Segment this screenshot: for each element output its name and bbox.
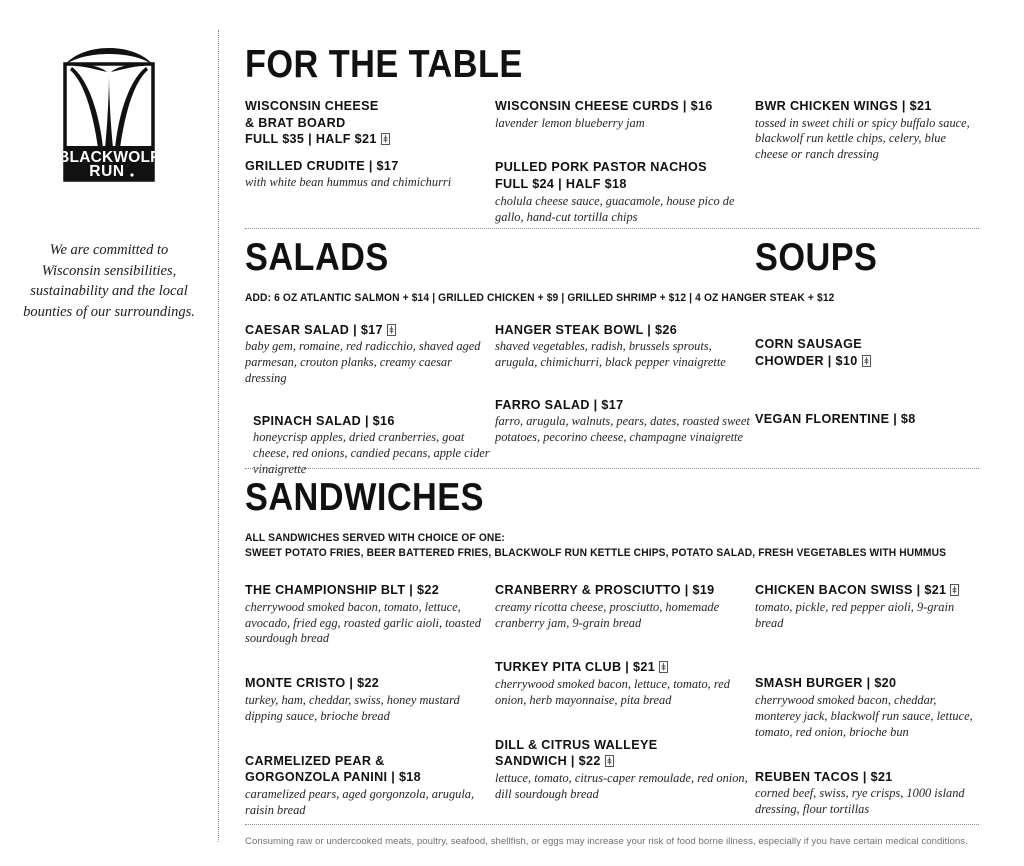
item-description: cholula cheese sauce, guacamole, house pico de gallo, hand-cut tortilla chips [495, 193, 735, 224]
item-description: baby gem, romaine, red radicchio, shaved aged parmesan, crouton planks, creamy caesar dressing [245, 339, 481, 385]
menu-item[interactable] [245, 98, 495, 148]
gluten-free-icon [605, 755, 614, 767]
svg-text:RUN: RUN [89, 163, 125, 180]
for-the-table-col-3 [755, 98, 980, 229]
salads-col-1 [245, 322, 495, 482]
item-name: CRANBERRY & PROSCIUTTO | $19 [495, 583, 715, 598]
menu-item[interactable] [245, 582, 495, 647]
menu-item[interactable] [755, 98, 980, 163]
vertical-divider [218, 30, 219, 842]
menu-item[interactable] [495, 159, 755, 225]
blackwolf-run-logo [48, 36, 170, 208]
item-name: TURKEY PITA CLUB | $21 [495, 659, 755, 676]
menu-item[interactable] [495, 737, 755, 803]
menu-item[interactable] [245, 158, 495, 191]
item-name: PULLED PORK PASTOR NACHOS FULL $24 | HALF $18 [495, 160, 707, 192]
gluten-free-icon [387, 324, 396, 336]
item-description: honeycrisp apples, dried cranberries, goat cheese, red onions, candied pecans, apple cider vinaigrette [253, 430, 490, 477]
gluten-free-icon [862, 355, 871, 367]
item-name: CHICKEN BACON SWISS | $21 [755, 582, 980, 599]
item-description: turkey, ham, cheddar, swiss, honey mustard dipping sauce, brioche bread [245, 692, 460, 723]
menu-item[interactable] [755, 336, 980, 369]
item-description: cherrywood smoked bacon, lettuce, tomato, red onion, herb mayonnaise, pita bread [495, 677, 730, 707]
item-name: SPINACH SALAD | $16 [253, 413, 395, 428]
item-description: lavender lemon blueberry jam [495, 115, 645, 130]
section-sandwiches [245, 478, 980, 823]
salads-addons-note: ADD: 6 OZ ATLANTIC SALMON + $14 | GRILLED CHICKEN + $9 | GRILLED SHRIMP + $12 | 4 OZ HANGER STEAK + $12 [245, 292, 835, 304]
item-description: cherrywood smoked bacon, cheddar, monterey jack, blackwolf run sauce, lettuce, tomato, red onion, brioche bun [755, 693, 973, 739]
menu-item[interactable] [495, 659, 755, 708]
gluten-free-icon [381, 133, 390, 145]
menu-item[interactable] [495, 322, 755, 371]
section-salads [245, 238, 980, 482]
divider-above-footer [245, 824, 979, 825]
menu-item[interactable] [245, 753, 495, 819]
item-name: CORN SAUSAGE CHOWDER | $10 [755, 336, 980, 369]
brand-rail [0, 0, 218, 866]
item-name: VEGAN FLORENTINE | $8 [755, 412, 916, 427]
menu-item[interactable] [755, 411, 980, 428]
section-title-sandwiches: SANDWICHES [245, 476, 484, 519]
section-title-for-the-table: FOR THE TABLE [245, 43, 523, 86]
item-description: tossed in sweet chili or spicy buffalo sauce, blackwolf run kettle chips, celery, blue cheese or ranch dressing [755, 115, 970, 162]
item-name: SMASH BURGER | $20 [755, 676, 897, 691]
logo-mark-icon [48, 36, 170, 208]
item-name: THE CHAMPIONSHIP BLT | $22 [245, 583, 440, 598]
item-name: CARMELIZED PEAR & GORGONZOLA PANINI | $18 [245, 753, 422, 785]
menu-item[interactable] [755, 675, 980, 740]
sandwiches-columns [245, 582, 980, 823]
sandwiches-col-2 [495, 582, 755, 823]
section-title-soups: SOUPS [755, 236, 878, 279]
sandwiches-col-3 [755, 582, 980, 823]
gluten-free-icon [659, 661, 668, 673]
menu-item[interactable] [495, 582, 755, 631]
footer-disclaimer: Consuming raw or undercooked meats, poultry, seafood, shellfish, or eggs may increase your risk of food borne illness, especially if you have certain medical conditions. [245, 836, 968, 847]
item-description: cherrywood smoked bacon, tomato, lettuce, avocado, fried egg, roasted garlic aioli, toasted sourdough bread [245, 599, 481, 646]
item-description: creamy ricotta cheese, prosciutto, homemade cranberry jam, 9-grain bread [495, 599, 720, 630]
item-name: WISCONSIN CHEESE & BRAT BOARD FULL $35 | HALF $21 [245, 98, 495, 148]
item-description: shaved vegetables, radish, brussels sprouts, arugula, chimichurri, black pepper vinaigrette [495, 339, 726, 369]
item-name: FARRO SALAD | $17 [495, 397, 624, 412]
item-name: CAESAR SALAD | $17 [245, 322, 495, 339]
menu-item[interactable] [755, 582, 980, 631]
menu-item[interactable] [755, 769, 980, 818]
menu-item[interactable] [245, 322, 495, 387]
for-the-table-col-2 [495, 98, 755, 229]
item-description: corned beef, swiss, rye crisps, 1000 island dressing, flour tortillas [755, 786, 965, 817]
item-name: MONTE CRISTO | $22 [245, 676, 380, 691]
for-the-table-columns [245, 98, 980, 229]
divider-above-sandwiches [245, 468, 979, 469]
item-description: caramelized pears, aged gorgonzola, arugula, raisin bread [245, 786, 475, 817]
salads-col-2 [495, 322, 755, 482]
gluten-free-icon [950, 584, 959, 596]
item-name: WISCONSIN CHEESE CURDS | $16 [495, 99, 713, 113]
item-name: HANGER STEAK BOWL | $26 [495, 322, 678, 337]
menu-item[interactable] [495, 98, 755, 131]
section-title-salads: SALADS [245, 236, 389, 279]
sandwiches-note-line-2: SWEET POTATO FRIES, BEER BATTERED FRIES, BLACKWOLF RUN KETTLE CHIPS, POTATO SALAD, FRESH VEGETABLES WITH HUMMUS [245, 546, 947, 559]
item-description: tomato, pickle, red pepper aioli, 9-grain bread [755, 599, 955, 630]
brand-tagline: We are committed to Wisconsin sensibilities, sustainability and the local bounties of our surroundings. [23, 242, 195, 320]
sandwiches-col-1 [245, 582, 495, 823]
section-for-the-table [245, 45, 980, 229]
item-name: DILL & CITRUS WALLEYE SANDWICH | $22 [495, 737, 658, 769]
item-description: with white bean hummus and chimichurri [245, 175, 452, 190]
salads-columns [245, 322, 755, 482]
divider-above-salads [245, 228, 979, 229]
item-description: farro, arugula, walnuts, pears, dates, roasted sweet potatoes, pecorino cheese, champagne vinaigrette [495, 414, 750, 445]
for-the-table-col-1 [245, 98, 495, 229]
svg-text:BLACKWOLF: BLACKWOLF [58, 149, 160, 166]
menu-item[interactable] [495, 397, 755, 446]
item-name: GRILLED CRUDITE | $17 [245, 158, 399, 173]
item-description: lettuce, tomato, citrus-caper remoulade, red onion, dill sourdough bread [495, 770, 748, 801]
menu-item[interactable] [245, 675, 495, 724]
section-soups [755, 238, 980, 482]
item-name: REUBEN TACOS | $21 [755, 769, 893, 784]
menu-content [245, 0, 1024, 866]
item-name: BWR CHICKEN WINGS | $21 [755, 99, 932, 113]
sandwiches-note-line-1: ALL SANDWICHES SERVED WITH CHOICE OF ONE: [245, 532, 505, 544]
